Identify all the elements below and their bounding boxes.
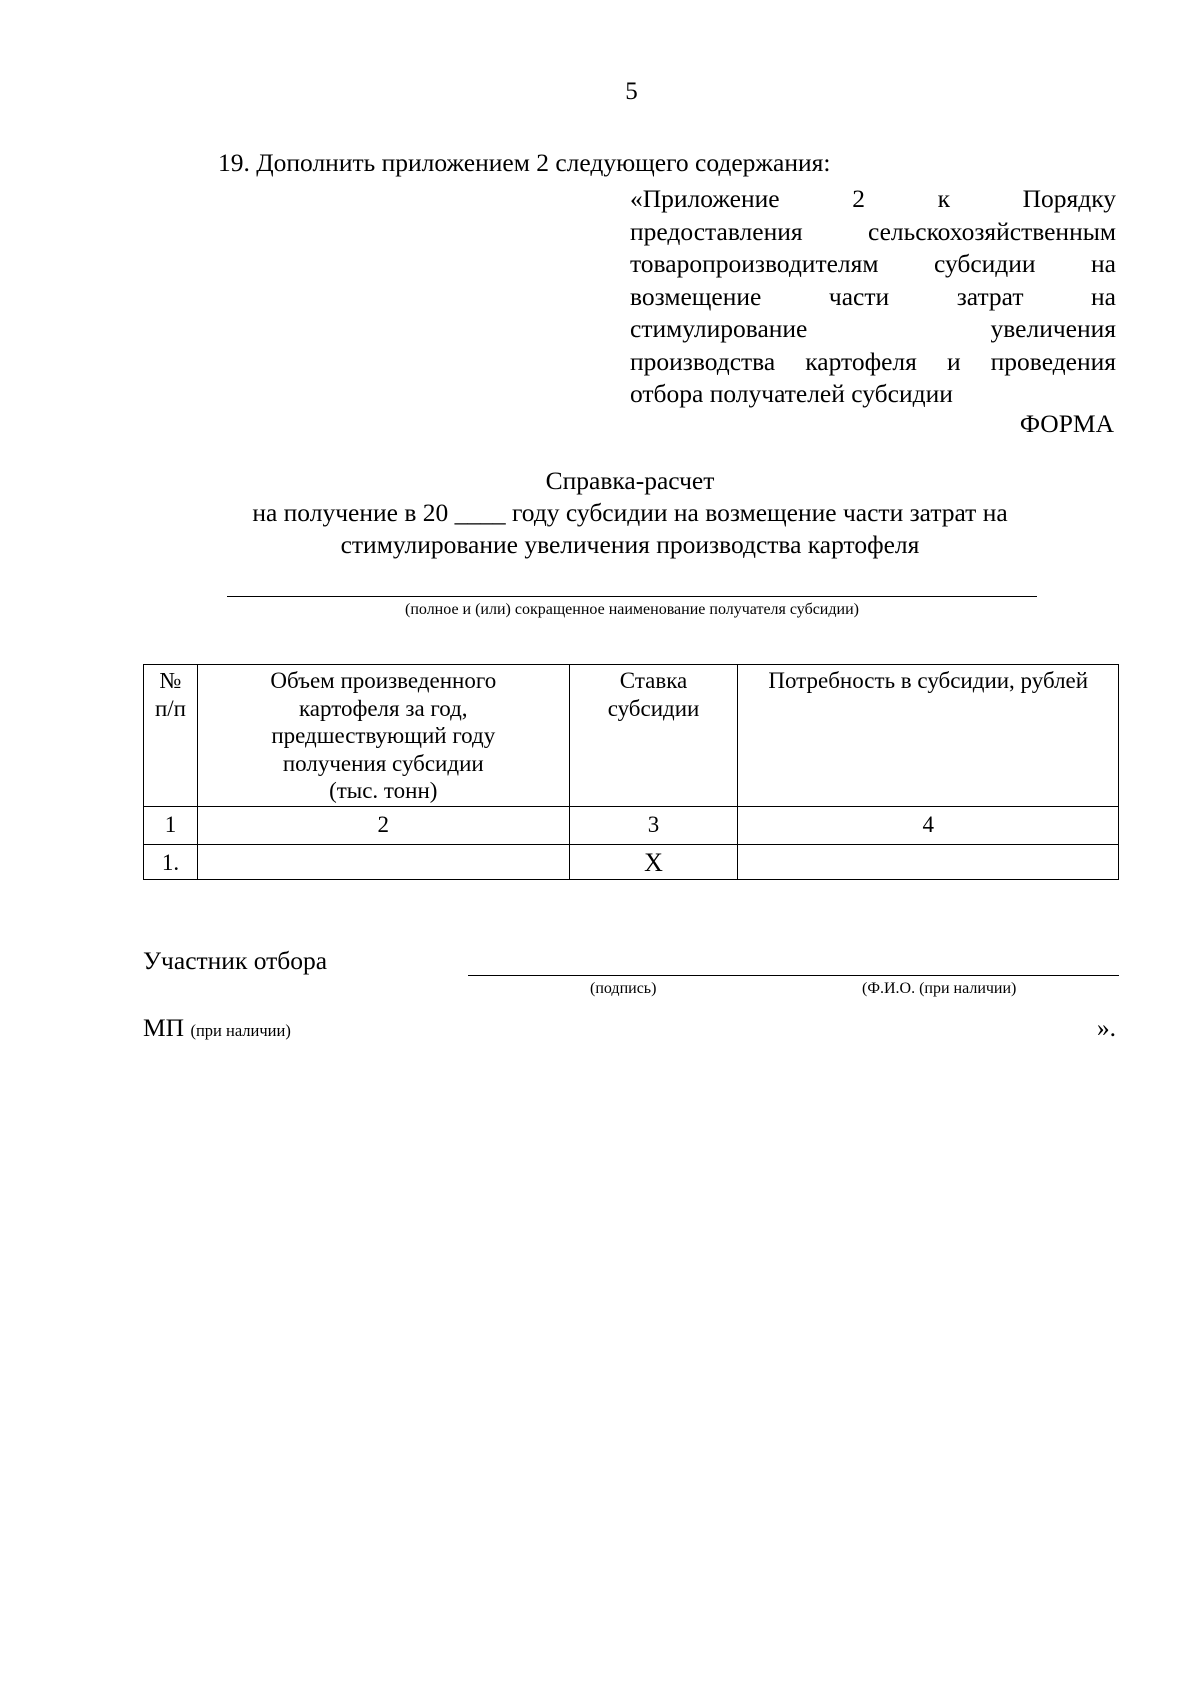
table-cell: X xyxy=(569,844,738,879)
table-header-row xyxy=(144,665,1119,807)
participant-label: Участник отбора xyxy=(143,946,328,975)
header-cell-need: Потребность в субсидии, рублей xyxy=(738,665,1119,807)
page-number: 5 xyxy=(625,78,638,105)
mp-label: МП xyxy=(143,1013,185,1042)
header-cell-rate: Ставка субсидии xyxy=(569,665,738,807)
closing-quote: ». xyxy=(1096,1013,1116,1042)
stamp-place xyxy=(143,1013,291,1043)
appendix-line: предоставления сельскохозяйственным xyxy=(630,216,1116,246)
appendix-line: отбора получателей субсидии xyxy=(630,379,953,408)
appendix-line: «Приложение 2 к Порядку xyxy=(630,184,1116,213)
table-row xyxy=(144,844,1119,879)
table-cell xyxy=(197,844,569,879)
mp-note: (при наличии) xyxy=(190,1021,291,1040)
recipient-name-caption: (полное и (или) сокращенное наименование получателя субсидии) xyxy=(405,601,859,618)
table-cell: 1. xyxy=(144,844,198,879)
recipient-name-line xyxy=(227,596,1037,597)
calculation-table xyxy=(143,664,1119,880)
column-number-cell: 2 xyxy=(197,806,569,844)
title-line: стимулирование увеличения производства картофеля xyxy=(340,530,920,559)
header-cell-number: № п/п xyxy=(144,665,198,807)
column-number-cell: 1 xyxy=(144,806,198,844)
appendix-line: стимулирование увеличения xyxy=(630,314,1116,343)
appendix-line: производства картофеля и проведения xyxy=(630,346,1116,376)
appendix-line: возмещение части затрат на xyxy=(630,281,1116,311)
title-line: Справка-расчет xyxy=(545,466,715,495)
item-paragraph: 19. Дополнить приложением 2 следующего содержания: xyxy=(218,148,831,177)
table-cell xyxy=(738,844,1119,879)
form-label: ФОРМА xyxy=(1019,409,1114,438)
signature-caption: (подпись) xyxy=(590,980,657,997)
column-number-cell: 4 xyxy=(738,806,1119,844)
table-column-number-row xyxy=(144,806,1119,844)
appendix-reference xyxy=(630,183,1116,411)
title-line: на получение в 20 ____ году субсидии на возмещение части затрат на xyxy=(252,498,1008,527)
signature-line xyxy=(468,975,1119,976)
appendix-line: товаропроизводителям субсидии на xyxy=(630,249,1116,278)
header-cell-volume: Объем произведенного картофеля за год, предшествующий году получения субсидии (тыс. тонн) xyxy=(197,665,569,807)
fio-caption: (Ф.И.О. (при наличии) xyxy=(862,980,1017,997)
document-title xyxy=(130,465,1130,561)
column-number-cell: 3 xyxy=(569,806,738,844)
